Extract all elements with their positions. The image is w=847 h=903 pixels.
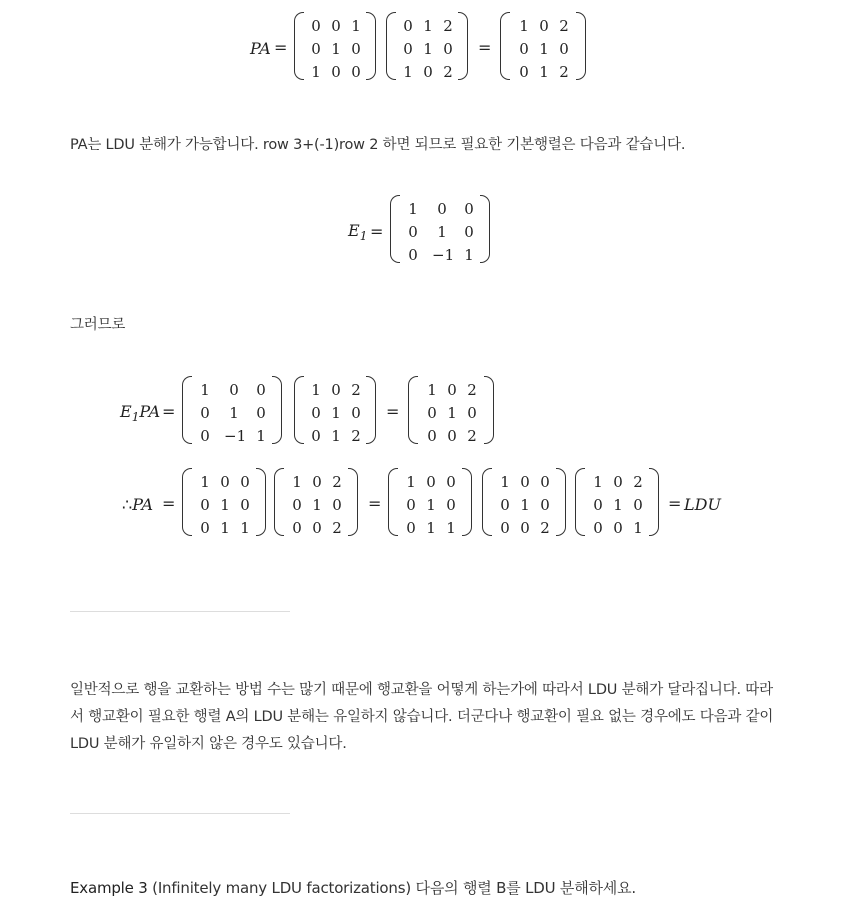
matrix	[294, 376, 376, 444]
left-paren	[182, 468, 192, 536]
matrix-entry: 1	[200, 473, 210, 491]
matrix-entry: 1	[539, 63, 549, 81]
eq2-equals: =	[370, 222, 384, 241]
matrix-entry: 0	[311, 40, 321, 58]
matrix	[274, 468, 358, 536]
matrix-entry: 0	[613, 473, 623, 491]
matrix-entry: 0	[292, 496, 302, 514]
matrix-entry: 1	[403, 63, 413, 81]
eq4-label-main: PA	[132, 495, 154, 514]
matrix-entry: 0	[447, 427, 457, 445]
left-paren	[386, 12, 396, 80]
matrix-entry: 1	[351, 17, 361, 35]
matrix-entry: 2	[332, 519, 342, 537]
matrix-entry: 1	[408, 200, 418, 218]
eq3-equals: =	[162, 402, 176, 421]
matrix-entry: 1	[200, 381, 210, 399]
left-paren	[274, 468, 284, 536]
left-paren	[575, 468, 585, 536]
left-paren	[294, 376, 304, 444]
matrix-entry: 0	[467, 404, 477, 422]
matrix-entry: 0	[312, 473, 322, 491]
matrix-entry: 0	[593, 496, 603, 514]
matrix-entry: 1	[426, 496, 436, 514]
eq2-label-main: E	[348, 221, 360, 240]
matrix-entry: 0	[311, 427, 321, 445]
matrix-entry: 1	[593, 473, 603, 491]
matrix-entry: 0	[406, 496, 416, 514]
matrix-entry: 0	[311, 404, 321, 422]
matrix-entry: 0	[292, 519, 302, 537]
left-paren	[294, 12, 304, 80]
divider	[70, 611, 290, 612]
right-paren	[256, 468, 266, 536]
matrix-entry: 0	[331, 381, 341, 399]
matrix	[182, 468, 266, 536]
right-paren	[366, 12, 376, 80]
matrix-entry: 0	[423, 63, 433, 81]
right-paren	[272, 376, 282, 444]
matrix-entry: 2	[443, 17, 453, 35]
paragraph-therefore: 그러므로	[70, 317, 126, 333]
eq4-result: LDU	[684, 495, 721, 514]
matrix-entry: 0	[447, 381, 457, 399]
matrix-entry: 0	[613, 519, 623, 537]
matrix-entry: 0	[519, 63, 529, 81]
matrix	[408, 376, 494, 444]
matrix	[182, 376, 282, 444]
matrix-entry: 1	[256, 427, 266, 445]
matrix-entry: 0	[500, 496, 510, 514]
matrix-entry: 0	[593, 519, 603, 537]
matrix-entry: 0	[446, 473, 456, 491]
left-paren	[500, 12, 510, 80]
matrix-entry: 0	[403, 40, 413, 58]
matrix-entry: 1	[312, 496, 322, 514]
matrix-entry: 1	[331, 404, 341, 422]
eq1-equals-2: =	[478, 38, 492, 57]
matrix-entry: 2	[540, 519, 550, 537]
matrix-entry: 0	[200, 404, 210, 422]
matrix-entry: −1	[432, 246, 455, 264]
right-paren	[649, 468, 659, 536]
example-3-title: Example 3	[70, 879, 148, 897]
matrix	[575, 468, 659, 536]
matrix-entry: 1	[331, 427, 341, 445]
eq4-equals-2: =	[368, 494, 382, 513]
matrix-entry: 1	[437, 223, 447, 241]
matrix-entry: 0	[256, 381, 266, 399]
eq4-label	[122, 495, 153, 514]
example-3-heading	[70, 877, 636, 898]
matrix-entry: 0	[519, 40, 529, 58]
eq1-equals: =	[274, 38, 288, 57]
matrix-entry: 1	[633, 519, 643, 537]
paragraph-ldu-uniqueness-line3: LDU 분해가 유일하지 않은 경우도 있습니다.	[70, 736, 347, 752]
right-paren	[458, 12, 468, 80]
matrix	[390, 195, 490, 263]
eq3-label-main: E	[120, 402, 132, 421]
matrix-entry: 1	[220, 519, 230, 537]
matrix-entry: 0	[408, 223, 418, 241]
matrix	[294, 12, 376, 80]
matrix-entry: 1	[423, 17, 433, 35]
matrix	[500, 12, 586, 80]
right-paren	[484, 376, 494, 444]
matrix-entry: 1	[311, 63, 321, 81]
matrix	[388, 468, 472, 536]
matrix-entry: 0	[406, 519, 416, 537]
matrix-entry: 1	[613, 496, 623, 514]
matrix-entry: 0	[200, 496, 210, 514]
paragraph-pa-ldu: PA는 LDU 분해가 가능합니다. row 3+(-1)row 2 하면 되므로 필요한 기본행렬은 다음과 같습니다.	[70, 137, 686, 153]
matrix-entry: 0	[559, 40, 569, 58]
matrix-entry: 1	[539, 40, 549, 58]
eq1-label: PA	[250, 39, 271, 58]
matrix-entry: 1	[446, 519, 456, 537]
matrix-entry: 2	[559, 17, 569, 35]
matrix-entry: 0	[520, 519, 530, 537]
left-paren	[390, 195, 400, 263]
paragraph-ldu-uniqueness-line1: 일반적으로 행을 교환하는 방법 수는 많기 때문에 행교환을 어떻게 하는가에 따라서 LDU 분해가 달라집니다. 따라	[70, 682, 773, 698]
matrix-entry: 0	[331, 63, 341, 81]
matrix-entry: 2	[443, 63, 453, 81]
matrix-entry: 0	[312, 519, 322, 537]
matrix	[482, 468, 566, 536]
matrix-entry: 0	[220, 473, 230, 491]
matrix-entry: 2	[559, 63, 569, 81]
matrix-entry: 1	[426, 519, 436, 537]
matrix-entry: 1	[500, 473, 510, 491]
eq3-equals-2: =	[386, 402, 400, 421]
matrix-entry: 0	[427, 404, 437, 422]
matrix-entry: 1	[520, 496, 530, 514]
matrix-entry: 0	[311, 17, 321, 35]
matrix	[386, 12, 468, 80]
left-paren	[182, 376, 192, 444]
right-paren	[462, 468, 472, 536]
divider	[70, 813, 290, 814]
eq3-label-rest: PA	[139, 402, 161, 421]
matrix-entry: 0	[539, 17, 549, 35]
matrix-entry: 1	[229, 404, 239, 422]
matrix-entry: 0	[464, 200, 474, 218]
right-paren	[348, 468, 358, 536]
matrix-entry: 1	[464, 246, 474, 264]
matrix-entry: 2	[332, 473, 342, 491]
example-3-description: (Infinitely many LDU factorizations) 다음의 행렬 B를 LDU 분해하세요.	[147, 879, 636, 897]
matrix-entry: 0	[427, 427, 437, 445]
matrix-entry: 0	[464, 223, 474, 241]
matrix-entry: 2	[351, 427, 361, 445]
paragraph-ldu-uniqueness-line2: 서 행교환이 필요한 행렬 A의 LDU 분해는 유일하지 않습니다. 더군다나 행교환이 필요 없는 경우에도 다음과 같이	[70, 709, 774, 725]
left-paren	[408, 376, 418, 444]
eq3-label-sub: 1	[131, 410, 140, 424]
matrix-entry: 1	[240, 519, 250, 537]
matrix-entry: 0	[426, 473, 436, 491]
matrix-entry: 0	[633, 496, 643, 514]
matrix-entry: 0	[256, 404, 266, 422]
matrix-entry: 0	[331, 17, 341, 35]
matrix-entry: 0	[200, 519, 210, 537]
matrix-entry: 0	[520, 473, 530, 491]
matrix-entry: 0	[437, 200, 447, 218]
eq3-label	[120, 402, 160, 424]
matrix-entry: 2	[633, 473, 643, 491]
matrix-entry: 1	[220, 496, 230, 514]
matrix-entry: 0	[351, 63, 361, 81]
matrix-entry: 0	[240, 473, 250, 491]
matrix-entry: 0	[200, 427, 210, 445]
matrix-entry: 0	[540, 473, 550, 491]
right-paren	[576, 12, 586, 80]
matrix-entry: 1	[447, 404, 457, 422]
matrix-entry: 0	[540, 496, 550, 514]
matrix-entry: 1	[292, 473, 302, 491]
matrix-entry: 2	[467, 381, 477, 399]
right-paren	[480, 195, 490, 263]
matrix-entry: 1	[311, 381, 321, 399]
matrix-entry: 0	[500, 519, 510, 537]
left-paren	[388, 468, 398, 536]
matrix-entry: 0	[408, 246, 418, 264]
therefore-symbol: ∴	[122, 495, 133, 514]
eq4-equals-3: =	[668, 494, 682, 513]
eq2-label	[348, 221, 367, 243]
matrix-entry: 0	[351, 40, 361, 58]
matrix-entry: 0	[229, 381, 239, 399]
matrix-entry: 2	[467, 427, 477, 445]
matrix-entry: 0	[351, 404, 361, 422]
matrix-entry: 0	[403, 17, 413, 35]
matrix-entry: 0	[332, 496, 342, 514]
matrix-entry: 1	[331, 40, 341, 58]
matrix-entry: 1	[423, 40, 433, 58]
right-paren	[366, 376, 376, 444]
matrix-entry: 0	[446, 496, 456, 514]
matrix-entry: 1	[519, 17, 529, 35]
matrix-entry: 1	[427, 381, 437, 399]
right-paren	[556, 468, 566, 536]
matrix-entry: 2	[351, 381, 361, 399]
matrix-entry: −1	[224, 427, 247, 445]
matrix-entry: 0	[240, 496, 250, 514]
eq2-label-sub: 1	[359, 229, 368, 243]
eq4-equals: =	[162, 494, 176, 513]
matrix-entry: 1	[406, 473, 416, 491]
left-paren	[482, 468, 492, 536]
matrix-entry: 0	[443, 40, 453, 58]
